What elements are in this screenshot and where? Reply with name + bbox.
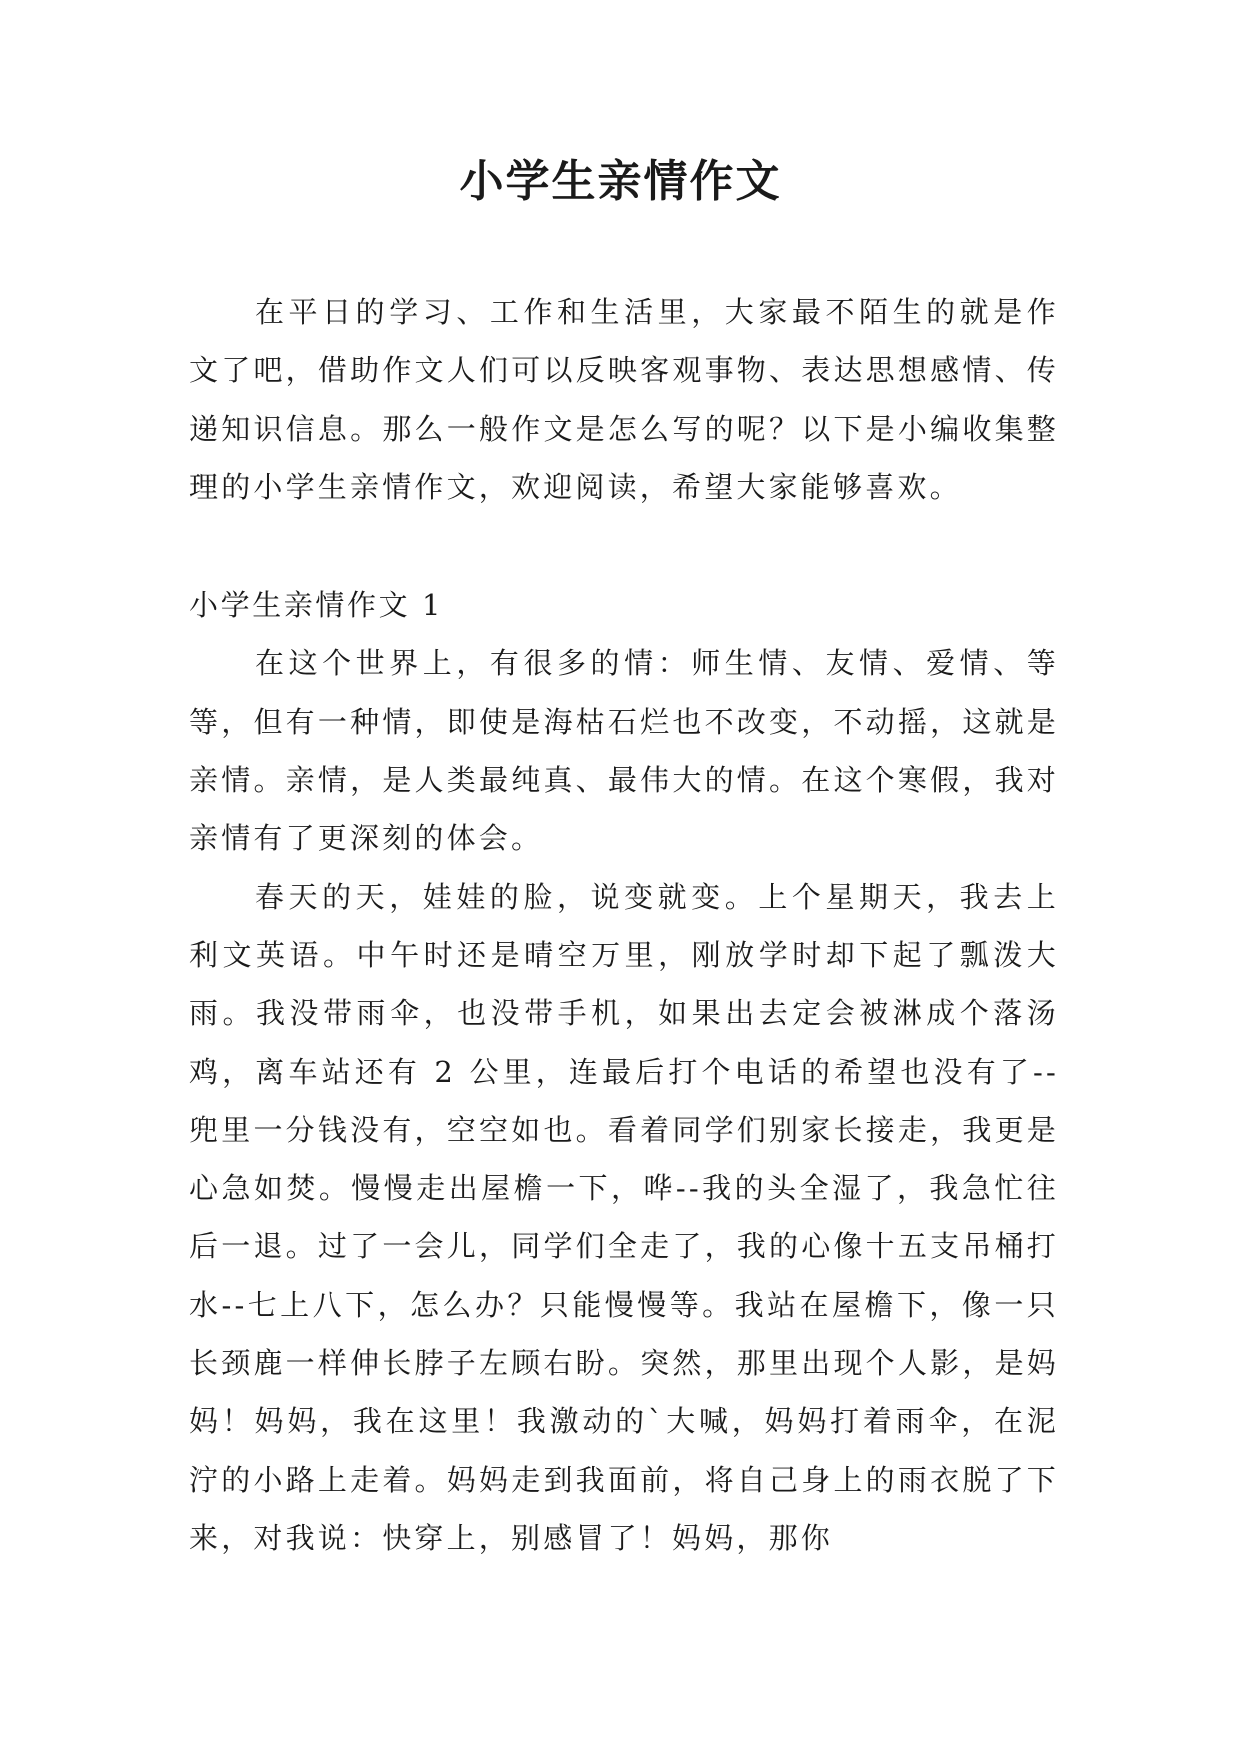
body-paragraph-2: 春天的天，娃娃的脸，说变就变。上个星期天，我去上利文英语。中午时还是晴空万里，刚放学时却下起了瓢泼大雨。我没带雨伞，也没带手机，如果出去定会被淋成个落汤鸡，离车站还有 2 公里，连最后打个电话的希望也没有了--兜里一分钱没有，空空如也。看着同学们别家长接走，我更是心急如焚。慢慢走出屋檐一下，哗--我的头全湿了，我急忙往后一退。过了一会儿，同学们全走了，我的心像十五支吊桶打水--七上八下，怎么办？只能慢慢等。我站在屋檐下，像一只长颈鹿一样伸长脖子左顾右盼。突然，那里出现个人影，是妈妈！妈妈，我在这里！我激动的`大喊，妈妈打着雨伞，在泥泞的小路上走着。妈妈走到我面前，将自己身上的雨衣脱了下来，对我说：快穿上，别感冒了！妈妈，那你 <box>189 879 1059 1555</box>
document-body <box>189 283 1059 1567</box>
document-title: 小学生亲情作文 <box>459 156 782 207</box>
section-heading: 小学生亲情作文 1 <box>189 588 444 623</box>
intro-paragraph: 在平日的学习、工作和生活里，大家最不陌生的就是作文了吧，借助作文人们可以反映客观事物、表达思想感情、传递知识信息。那么一般作文是怎么写的呢？以下是小编收集整理的小学生亲情作文，欢迎阅读，希望大家能够喜欢。 <box>189 295 1059 504</box>
body-paragraph-1: 在这个世界上，有很多的情：师生情、友情、爱情、等等，但有一种情，即使是海枯石烂也不改变，不动摇，这就是亲情。亲情，是人类最纯真、最伟大的情。在这个寒假，我对亲情有了更深刻的体会。 <box>189 646 1059 856</box>
